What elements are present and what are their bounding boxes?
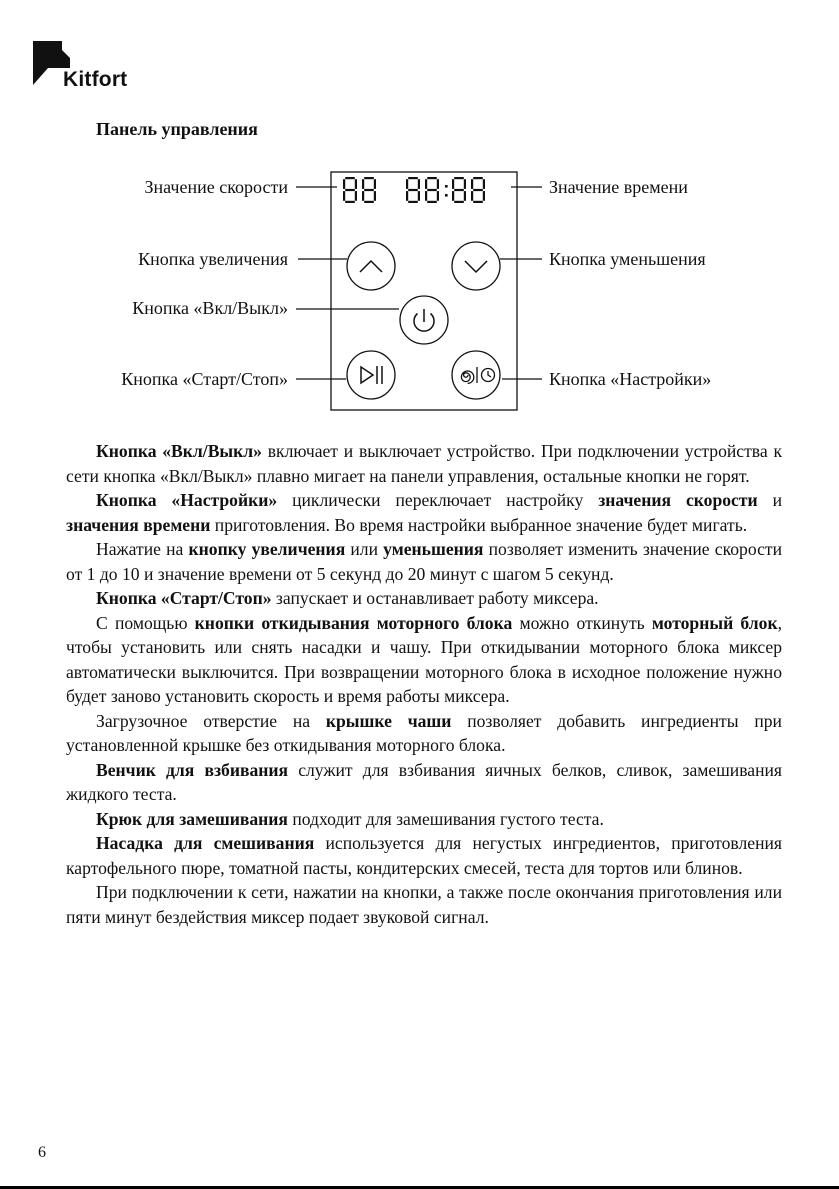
- segment: [425, 191, 427, 201]
- power-button-label: Кнопка «Вкл/Выкл»: [132, 298, 288, 318]
- chevron-up-icon: [360, 261, 382, 272]
- text-run: Нажатие на: [96, 539, 189, 559]
- text-run: и: [757, 490, 782, 510]
- bold-term: Кнопка «Вкл/Выкл»: [96, 441, 262, 461]
- body-paragraph: [66, 807, 782, 832]
- segment: [343, 191, 345, 201]
- body-paragraph: [66, 611, 782, 709]
- body-paragraph: [66, 488, 782, 537]
- bold-term: Насадка для смешивания: [96, 833, 315, 853]
- segment: [345, 201, 355, 203]
- display-digit: [452, 177, 466, 203]
- panel-frame: [331, 172, 517, 410]
- bold-term: Крюк для замешивания: [96, 808, 288, 829]
- segment: [454, 189, 464, 191]
- spiral-clock-icon: [461, 367, 494, 383]
- segment: [374, 191, 376, 201]
- segment: [418, 191, 420, 201]
- body-paragraph: [66, 880, 782, 929]
- segment: [406, 179, 408, 189]
- time-display: [406, 177, 485, 203]
- bold-term: значения времени: [66, 514, 211, 535]
- settings-button: [452, 351, 500, 399]
- segment: [364, 177, 374, 179]
- text-run: подходит для замешивания густого теста.: [287, 808, 604, 829]
- speed-value-label: Значение скорости: [144, 177, 288, 197]
- power-icon: [414, 309, 434, 331]
- segment: [345, 177, 355, 179]
- brand-logo: Kitfort: [63, 68, 128, 91]
- segment: [452, 191, 454, 201]
- chevron-down-icon: [465, 261, 487, 272]
- text-run: запускает и останавливает работу миксера.: [271, 588, 599, 608]
- segment: [355, 179, 357, 189]
- segment: [362, 179, 364, 189]
- bold-term: Кнопка «Настройки»: [96, 490, 278, 510]
- segment: [437, 179, 439, 189]
- increase-button: [347, 242, 395, 290]
- segment: [408, 201, 418, 203]
- text-run: включает и выключает устройство. При подключении устройства к сети кнопка «Вкл/Выкл» плавно мигает на панели управления, остальные кнопки не горят.: [66, 441, 782, 486]
- bold-term: уменьшения: [383, 539, 484, 559]
- text-run: С помощью: [96, 612, 195, 633]
- segment: [364, 201, 374, 203]
- segment: [362, 191, 364, 201]
- bold-term: значения скорости: [598, 490, 758, 510]
- settings-button-label: Кнопка «Настройки»: [549, 369, 712, 389]
- display-digit: [425, 177, 439, 203]
- body-paragraph: [66, 758, 782, 807]
- segment: [437, 191, 439, 201]
- bold-term: крышке чаши: [325, 710, 452, 731]
- segment: [473, 201, 483, 203]
- segment: [408, 177, 418, 179]
- segment: [454, 177, 464, 179]
- segment: [364, 189, 374, 191]
- start-stop-button-label: Кнопка «Старт/Стоп»: [121, 369, 288, 389]
- decrease-button: [452, 242, 500, 290]
- segment: [408, 189, 418, 191]
- play-pause-icon: [361, 366, 382, 384]
- body-text: [66, 439, 782, 929]
- display-digit: [362, 177, 376, 203]
- start-stop-button: [347, 351, 395, 399]
- body-paragraph: [66, 586, 782, 611]
- segment: [343, 179, 345, 189]
- segment: [483, 191, 485, 201]
- segment: [452, 179, 454, 189]
- segment: [425, 179, 427, 189]
- segment: [483, 179, 485, 189]
- bold-term: кнопки откидывания моторного блока: [194, 612, 513, 633]
- decrease-button-label: Кнопка уменьшения: [549, 249, 706, 269]
- display-colon: [445, 194, 448, 197]
- segment: [473, 189, 483, 191]
- text-run: приготовления. Во время настройки выбранное значение будет мигать.: [210, 514, 748, 535]
- segment: [471, 191, 473, 201]
- bold-term: Кнопка «Старт/Стоп»: [96, 588, 272, 608]
- segment: [406, 191, 408, 201]
- segment: [374, 179, 376, 189]
- segment: [355, 191, 357, 201]
- body-paragraph: [66, 831, 782, 880]
- body-paragraph: [66, 709, 782, 758]
- text-run: используется для негустых ингредиентов, приготовления картофельного пюре, томатной пасты, кондитерских смесей, теста для тортов или блинов.: [66, 833, 783, 878]
- page-number: 6: [38, 1144, 46, 1161]
- display-colon: [445, 185, 448, 188]
- bold-term: Венчик для взбивания: [96, 759, 289, 780]
- segment: [464, 191, 466, 201]
- segment: [471, 179, 473, 189]
- increase-button-label: Кнопка увеличения: [138, 249, 288, 269]
- text-run: позволяет добавить ингредиенты при установленной крышке без откидывания моторного блока.: [66, 710, 782, 755]
- body-paragraph: [66, 537, 782, 586]
- time-value-label: Значение времени: [549, 177, 688, 197]
- segment: [418, 179, 420, 189]
- section-title: Панель управления: [96, 119, 258, 139]
- text-run: Загрузочное отверстие на: [96, 710, 326, 731]
- text-run: или: [345, 539, 384, 559]
- bold-term: моторный блок: [651, 612, 778, 633]
- text-run: , чтобы установить или снять насадки и чашу. При откидывании моторного блока миксер автоматически выключится. При возвращении моторного блока в исходное положение нужно будет заново установить скорость и время работы миксера.: [66, 612, 782, 706]
- speed-display: [343, 177, 376, 203]
- display-digit: [343, 177, 357, 203]
- segment: [427, 189, 437, 191]
- segment: [464, 179, 466, 189]
- text-run: позволяет изменить значение скорости от 1 до 10 и значение времени от 5 секунд до 20 минут с шагом 5 секунд.: [66, 539, 782, 584]
- display-digit: [406, 177, 420, 203]
- segment: [427, 201, 437, 203]
- text-run: При подключении к сети, нажатии на кнопки, а также после окончания приготовления или пяти минут бездействия миксер подает звуковой сигнал.: [66, 882, 782, 927]
- text-run: можно откинуть: [512, 612, 652, 633]
- display-digit: [471, 177, 485, 203]
- segment: [345, 189, 355, 191]
- text-run: циклически переключает настройку: [277, 490, 599, 510]
- segment: [427, 177, 437, 179]
- text-run: служит для взбивания яичных белков, сливок, замешивания жидкого теста.: [66, 759, 783, 804]
- segment: [473, 177, 483, 179]
- bold-term: кнопку увеличения: [188, 539, 346, 559]
- segment: [454, 201, 464, 203]
- body-paragraph: [66, 439, 782, 488]
